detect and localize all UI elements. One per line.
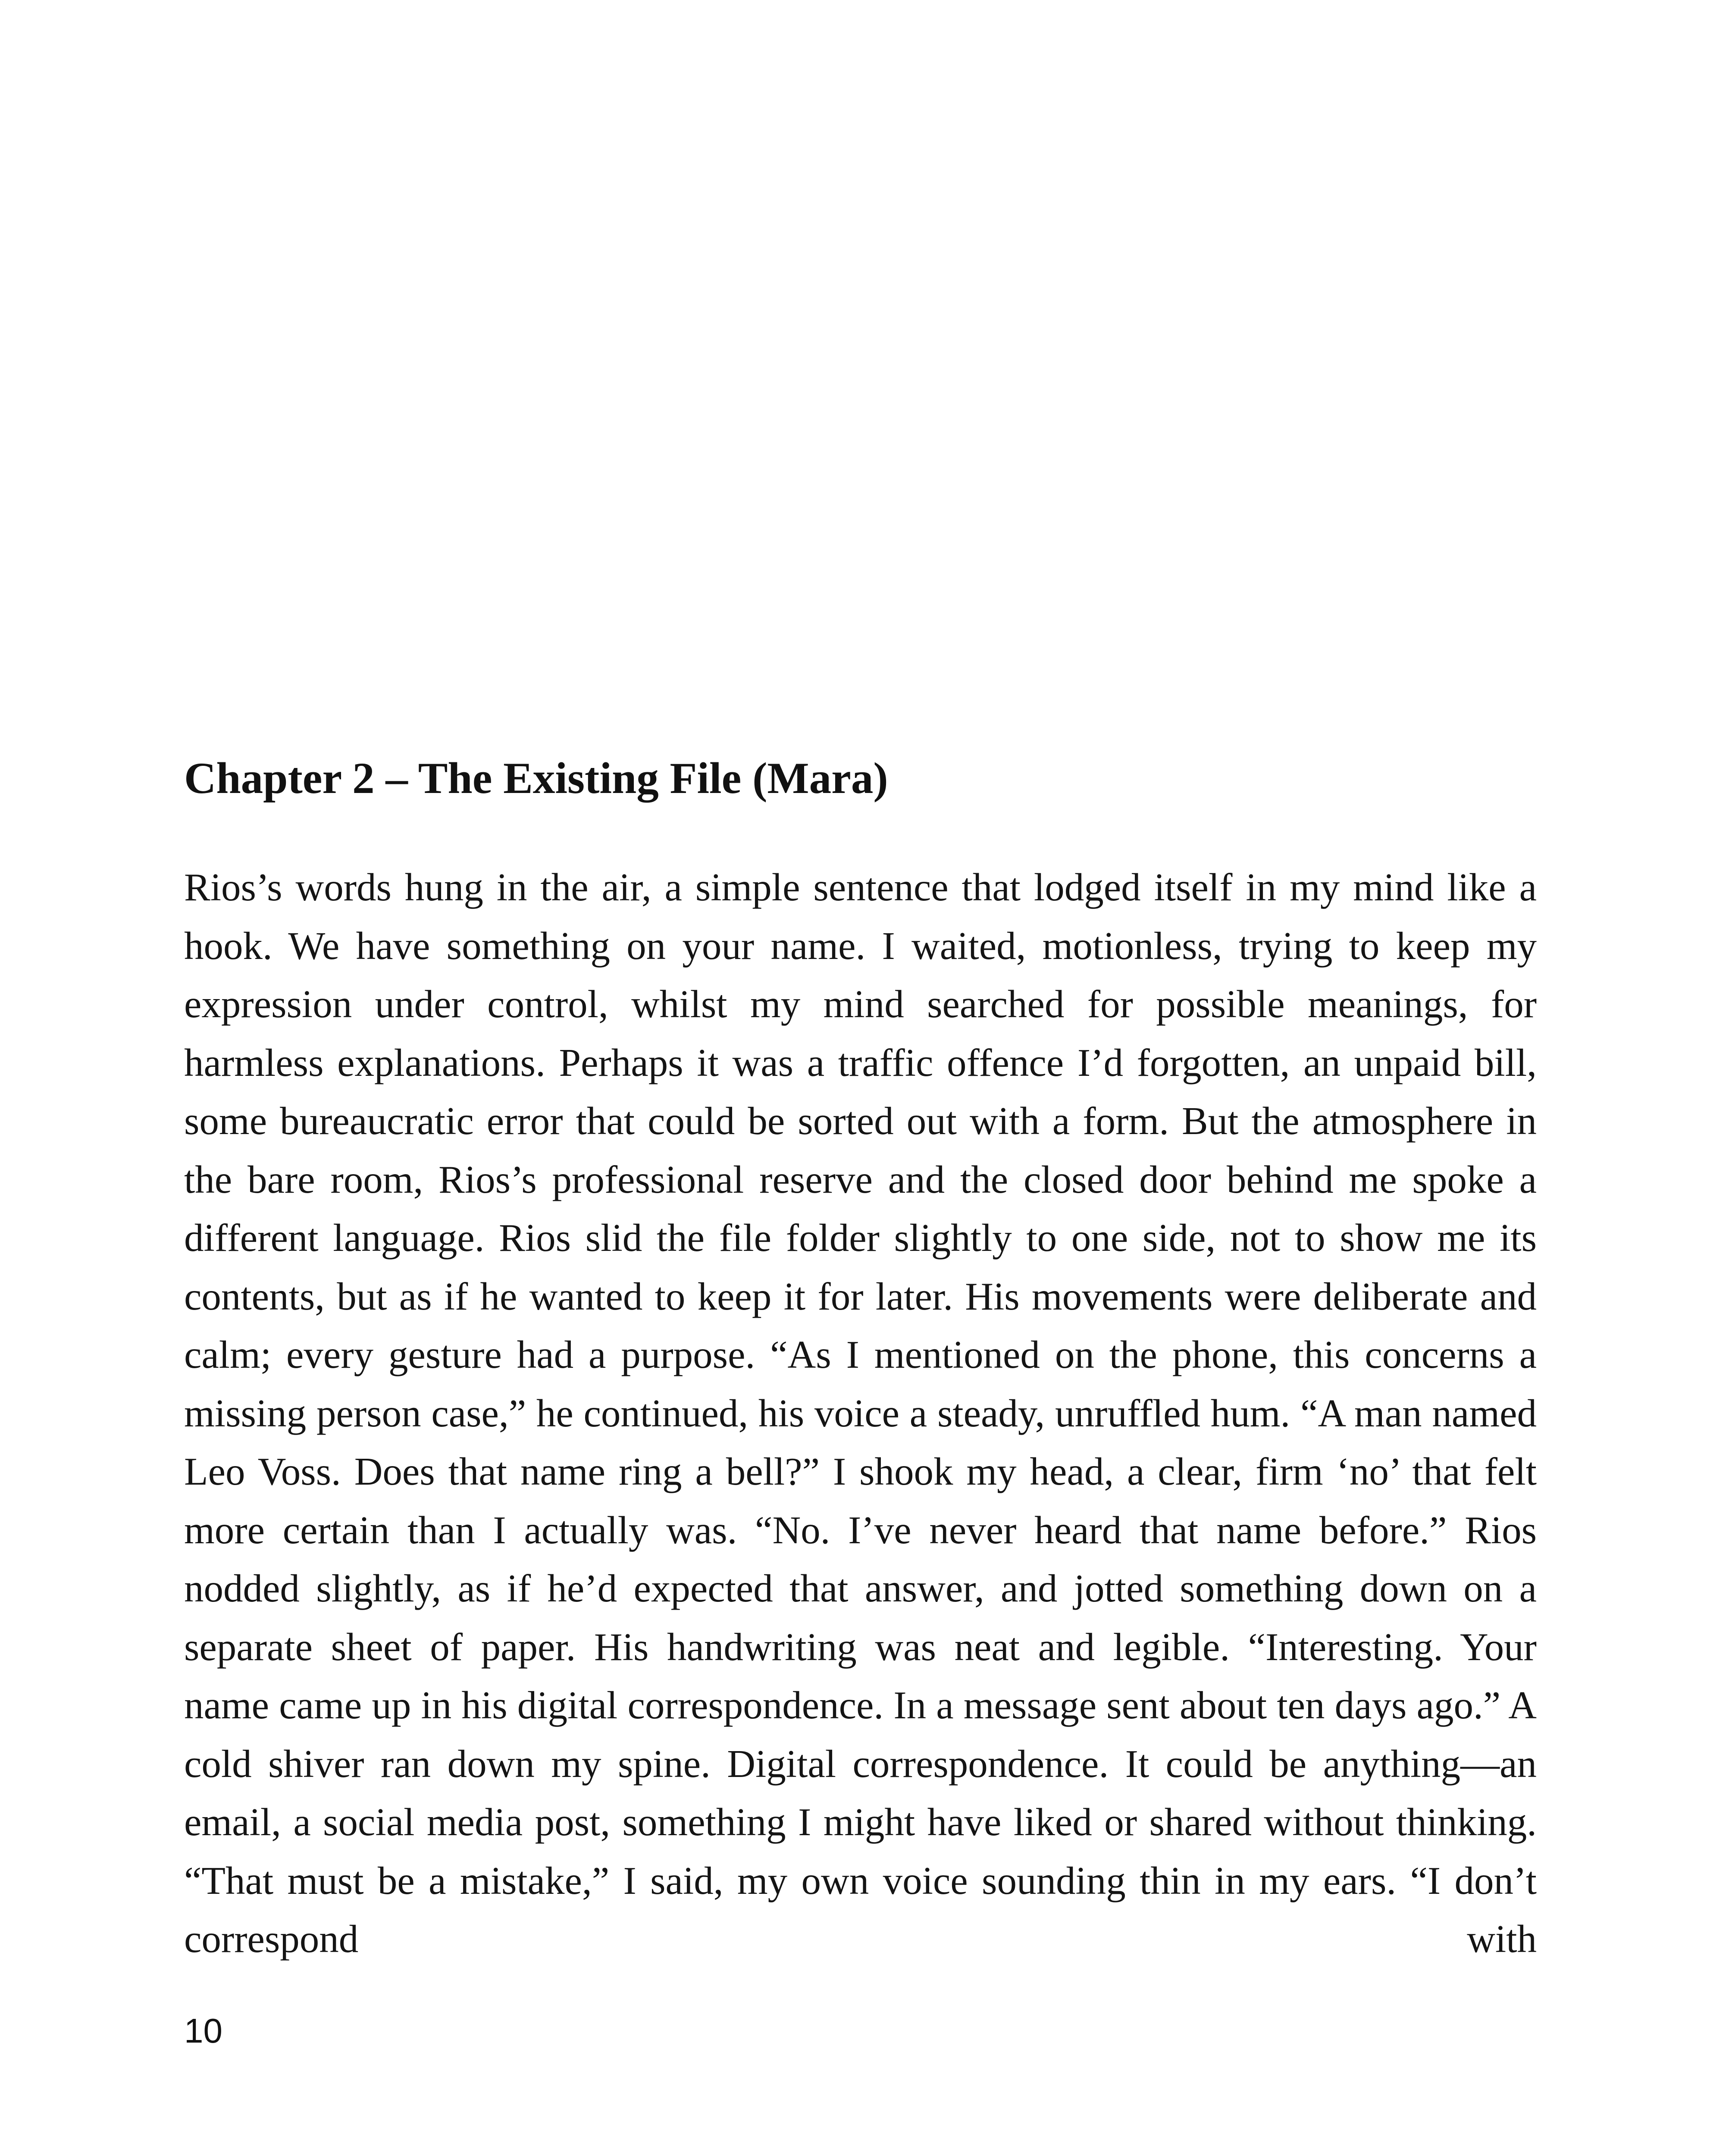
chapter-title: Chapter 2 – The Existing File (Mara) — [184, 754, 888, 803]
body-paragraph: Rios’s words hung in the air, a simple sentence that lodged itself in my mind like a hook. We have something on your name. I waited, motionless, trying to keep my expression under control, whilst my mind searched for possible meanings, for harmless explanations. Perhaps it was a traffic offence I’d forgotten, an unpaid bill, some bureaucratic error that could be sorted out with a form. But the atmosphere in the bare room, Rios’s professional reserve and the closed door behind me spoke a different language. Rios slid the file folder slightly to one side, not to show me its contents, but as if he wanted to keep it for later. His movements were deliberate and calm; every gesture had a purpose. “As I mentioned on the phone, this concerns a missing person case,” he continued, his voice a steady, unruffled hum. “A man named Leo Voss. Does that name ring a bell?” I shook my head, a clear, firm ‘no’ that felt more certain than I actually was. “No. I’ve never heard that name before.” Rios nodded slightly, as if he’d expected that answer, and jotted something down on a separate sheet of paper. His handwriting was neat and legible. “Interesting. Your name came up in his digital correspondence. In a message sent about ten days ago.” A cold shiver ran down my spine. Digital correspondence. It could be anything—an email, a social media post, something I might have liked or shared without thinking. “That must be a mistake,” I said, my own voice sounding thin in my ears. “I don’t correspond with — [184, 865, 1537, 1961]
page-number: 10 — [184, 2012, 222, 2050]
